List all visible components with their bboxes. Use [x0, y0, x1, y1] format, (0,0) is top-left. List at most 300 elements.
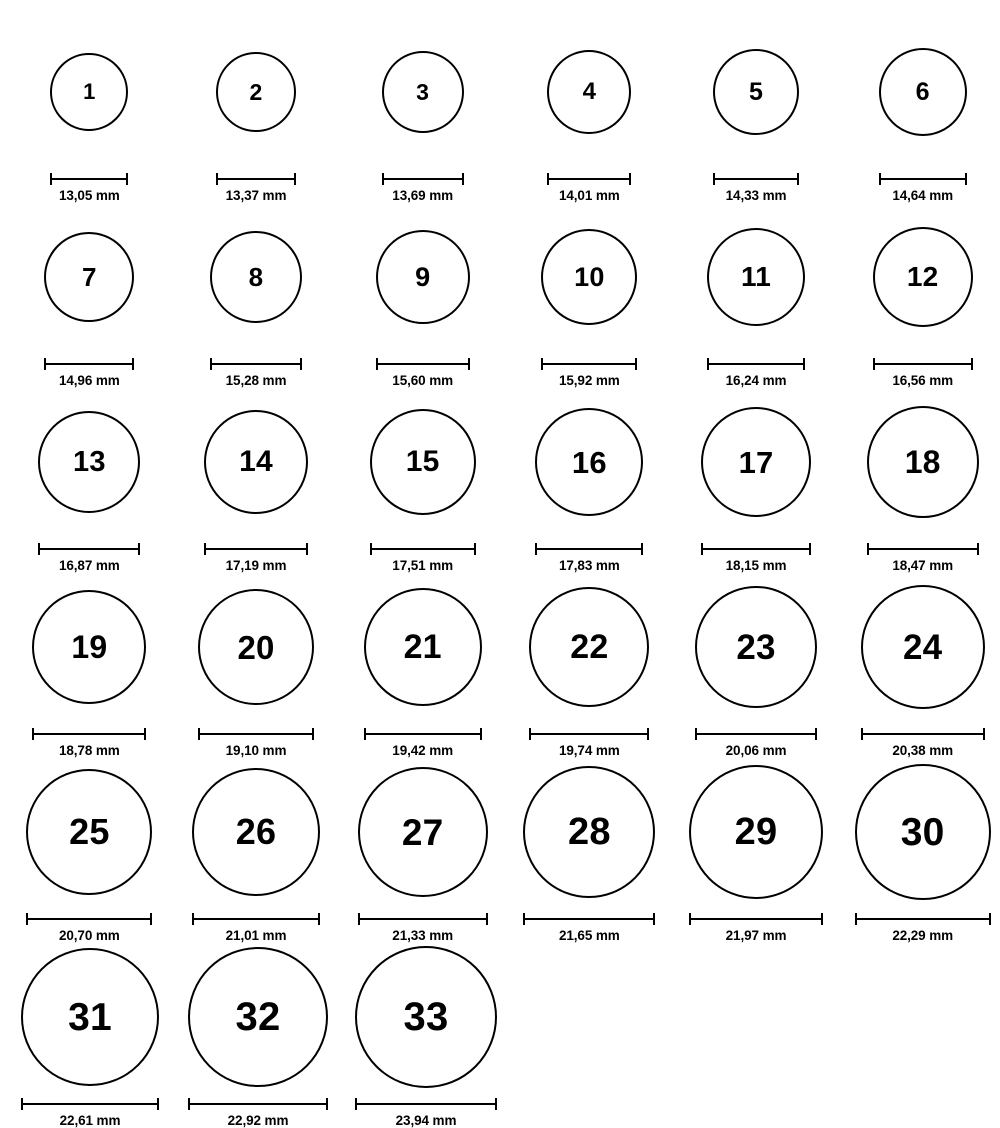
measure-line — [713, 178, 799, 180]
measure-cap-right — [495, 1098, 497, 1110]
ring-size-number: 25 — [69, 811, 110, 852]
measure-line — [541, 363, 637, 365]
ring-size-cell — [845, 18, 1000, 203]
ring-circle — [192, 768, 320, 896]
diameter-label: 17,19 mm — [225, 558, 287, 573]
measure-line — [204, 548, 308, 550]
diameter-label: 19,42 mm — [392, 743, 454, 758]
ring-circle — [867, 406, 979, 518]
diameter-label: 21,33 mm — [392, 928, 454, 943]
ring-size-cell — [512, 573, 667, 758]
measure-cap-left — [210, 358, 212, 370]
diameter-label: 20,06 mm — [725, 743, 787, 758]
measure-line — [873, 363, 973, 365]
measure-cap-left — [873, 358, 875, 370]
measure-line — [523, 918, 655, 920]
measure-line — [855, 918, 991, 920]
measure-cap-right — [150, 913, 152, 925]
measure-line — [370, 548, 476, 550]
ring-size-number: 30 — [900, 810, 945, 854]
diameter-label: 13,69 mm — [392, 188, 454, 203]
measure-line — [547, 178, 631, 180]
measure-cap-right — [144, 728, 146, 740]
measure-cap-right — [157, 1098, 159, 1110]
ring-size-cell — [12, 758, 167, 943]
ring-size-cell — [512, 388, 667, 573]
ring-circle — [879, 48, 967, 136]
ring-circle — [364, 588, 482, 706]
ring-circle-container — [535, 388, 643, 536]
ring-size-row — [0, 758, 1000, 943]
ring-circle — [355, 946, 497, 1088]
ring-circle-container — [204, 388, 308, 536]
ring-size-cell — [179, 758, 334, 943]
ring-circle — [529, 587, 649, 707]
measure-cap-left — [26, 913, 28, 925]
diameter-label: 20,70 mm — [58, 928, 120, 943]
measure-cap-right — [300, 358, 302, 370]
ring-circle-container — [216, 18, 296, 166]
diameter-label: 23,94 mm — [395, 1113, 457, 1128]
measure-cap-left — [44, 358, 46, 370]
ring-circle-container — [44, 203, 134, 351]
ring-circle-container — [867, 388, 979, 536]
measure-cap-left — [713, 173, 715, 185]
measure-cap-left — [198, 728, 200, 740]
ring-size-cell — [179, 573, 334, 758]
ring-circle — [523, 766, 655, 898]
ring-size-cell — [12, 203, 167, 388]
ring-size-number: 22 — [570, 628, 609, 666]
diameter-measure-bar — [861, 728, 985, 738]
measure-cap-left — [529, 728, 531, 740]
diameter-label: 21,97 mm — [725, 928, 787, 943]
measure-line — [707, 363, 805, 365]
measure-cap-right — [977, 543, 979, 555]
ring-circle-container — [523, 758, 655, 906]
ring-circle — [547, 50, 631, 134]
ring-size-number: 2 — [249, 78, 263, 105]
measure-line — [44, 363, 134, 365]
ring-circle-container — [713, 18, 799, 166]
ring-size-cell — [679, 573, 834, 758]
ring-size-number: 23 — [736, 627, 776, 667]
diameter-measure-bar — [188, 1098, 328, 1108]
measure-cap-right — [132, 358, 134, 370]
ring-circle — [210, 231, 302, 323]
measure-cap-left — [695, 728, 697, 740]
ring-circle — [713, 49, 799, 135]
measure-line — [861, 733, 985, 735]
measure-cap-right — [294, 173, 296, 185]
measure-cap-right — [821, 913, 823, 925]
measure-cap-left — [50, 173, 52, 185]
diameter-label: 14,96 mm — [58, 373, 120, 388]
measure-cap-left — [376, 358, 378, 370]
measure-cap-right — [318, 913, 320, 925]
measure-cap-right — [803, 358, 805, 370]
diameter-measure-bar — [198, 728, 314, 738]
ring-size-cell — [345, 573, 500, 758]
diameter-measure-bar — [547, 173, 631, 183]
measure-line — [32, 733, 146, 735]
diameter-measure-bar — [26, 913, 152, 923]
ring-size-number: 7 — [81, 262, 97, 292]
measure-cap-left — [861, 728, 863, 740]
diameter-measure-bar — [695, 728, 817, 738]
ring-size-number: 31 — [68, 995, 112, 1039]
ring-size-number: 10 — [574, 261, 605, 292]
measure-cap-right — [126, 173, 128, 185]
diameter-label: 16,24 mm — [725, 373, 787, 388]
diameter-measure-bar — [204, 543, 308, 553]
ring-size-number: 20 — [237, 628, 275, 666]
diameter-label: 15,28 mm — [225, 373, 287, 388]
measure-cap-left — [21, 1098, 23, 1110]
measure-line — [355, 1103, 497, 1105]
ring-circle-container — [32, 573, 146, 721]
ring-size-cell — [845, 388, 1000, 573]
ring-circle-container — [210, 203, 302, 351]
diameter-measure-bar — [382, 173, 464, 183]
measure-cap-left — [216, 173, 218, 185]
ring-size-cell — [12, 18, 167, 203]
diameter-measure-bar — [192, 913, 320, 923]
diameter-measure-bar — [713, 173, 799, 183]
ring-circle-container — [861, 573, 985, 721]
ring-circle — [38, 411, 140, 513]
ring-size-cell — [12, 573, 167, 758]
ring-circle-container — [192, 758, 320, 906]
ring-size-cell — [345, 388, 500, 573]
measure-cap-right — [468, 358, 470, 370]
measure-cap-left — [355, 1098, 357, 1110]
ring-size-number: 9 — [415, 261, 431, 292]
measure-cap-left — [382, 173, 384, 185]
ring-size-cell — [512, 203, 667, 388]
ring-circle — [707, 228, 805, 326]
measure-line — [529, 733, 649, 735]
diameter-label: 21,65 mm — [558, 928, 620, 943]
diameter-label: 22,61 mm — [59, 1113, 121, 1128]
ring-size-number: 29 — [734, 811, 778, 853]
ring-circle — [376, 230, 470, 324]
ring-size-number: 27 — [401, 811, 444, 853]
measure-line — [376, 363, 470, 365]
measure-line — [358, 918, 488, 920]
ring-circle — [370, 409, 476, 515]
diameter-measure-bar — [855, 913, 991, 923]
ring-circle-container — [529, 573, 649, 721]
ring-size-row — [0, 388, 1000, 573]
ring-size-row — [0, 18, 1000, 203]
measure-cap-left — [689, 913, 691, 925]
measure-cap-left — [204, 543, 206, 555]
ring-size-cell — [179, 203, 334, 388]
measure-cap-right — [486, 913, 488, 925]
ring-size-number: 21 — [403, 628, 442, 666]
ring-size-cell — [679, 203, 834, 388]
ring-circle — [44, 232, 134, 322]
ring-circle-container — [707, 203, 805, 351]
measure-cap-left — [707, 358, 709, 370]
ring-circle-container — [547, 18, 631, 166]
diameter-measure-bar — [689, 913, 823, 923]
diameter-measure-bar — [370, 543, 476, 553]
ring-size-number: 13 — [72, 445, 106, 478]
measure-line — [192, 918, 320, 920]
measure-cap-right — [474, 543, 476, 555]
diameter-measure-bar — [364, 728, 482, 738]
diameter-measure-bar — [873, 358, 973, 368]
ring-circle — [541, 229, 637, 325]
ring-circle — [21, 948, 159, 1086]
measure-cap-left — [535, 543, 537, 555]
ring-circle — [861, 585, 985, 709]
diameter-label: 14,01 mm — [558, 188, 620, 203]
diameter-label: 13,05 mm — [58, 188, 120, 203]
ring-size-cell — [345, 203, 500, 388]
diameter-measure-bar — [38, 543, 140, 553]
diameter-measure-bar — [50, 173, 128, 183]
diameter-label: 19,74 mm — [558, 743, 620, 758]
diameter-label: 17,51 mm — [392, 558, 454, 573]
ring-circle-container — [382, 18, 464, 166]
diameter-measure-bar — [355, 1098, 497, 1108]
ring-circle — [198, 589, 314, 705]
ring-size-cell — [348, 943, 504, 1128]
ring-circle — [689, 765, 823, 899]
diameter-measure-bar — [541, 358, 637, 368]
measure-cap-left — [541, 358, 543, 370]
ring-circle-container — [198, 573, 314, 721]
ring-size-row — [0, 573, 1000, 758]
measure-line — [695, 733, 817, 735]
diameter-measure-bar — [701, 543, 811, 553]
measure-cap-right — [983, 728, 985, 740]
ring-size-cell — [679, 758, 834, 943]
ring-circle-container — [370, 388, 476, 536]
diameter-measure-bar — [529, 728, 649, 738]
ring-circle-container — [701, 388, 811, 536]
diameter-label: 18,15 mm — [725, 558, 787, 573]
measure-cap-left — [364, 728, 366, 740]
measure-line — [198, 733, 314, 735]
ring-size-number: 3 — [416, 78, 430, 105]
measure-cap-right — [462, 173, 464, 185]
measure-line — [38, 548, 140, 550]
ring-size-number: 28 — [568, 811, 611, 853]
ring-circle — [204, 410, 308, 514]
diameter-measure-bar — [879, 173, 967, 183]
ring-circle-container — [364, 573, 482, 721]
ring-circle-container — [879, 18, 967, 166]
ring-size-number: 11 — [741, 261, 772, 292]
diameter-measure-bar — [867, 543, 979, 553]
ring-circle-container — [376, 203, 470, 351]
measure-cap-right — [480, 728, 482, 740]
measure-line — [382, 178, 464, 180]
measure-cap-left — [192, 913, 194, 925]
diameter-measure-bar — [21, 1098, 159, 1108]
ring-circle — [26, 769, 152, 895]
ring-circle-container — [21, 943, 159, 1091]
measure-cap-right — [965, 173, 967, 185]
measure-line — [879, 178, 967, 180]
ring-circle — [701, 407, 811, 517]
measure-cap-left — [188, 1098, 190, 1110]
ring-size-number: 12 — [906, 261, 939, 292]
ring-size-cell — [679, 388, 834, 573]
measure-line — [21, 1103, 159, 1105]
ring-size-number: 14 — [239, 445, 273, 478]
ring-circle-container — [695, 573, 817, 721]
ring-size-cell — [180, 943, 336, 1128]
diameter-measure-bar — [376, 358, 470, 368]
ring-size-number: 5 — [748, 77, 764, 106]
measure-cap-left — [867, 543, 869, 555]
diameter-label: 14,33 mm — [725, 188, 787, 203]
ring-size-number: 33 — [403, 995, 449, 1039]
ring-size-number: 16 — [571, 444, 607, 480]
measure-cap-right — [306, 543, 308, 555]
diameter-measure-bar — [358, 913, 488, 923]
ring-size-number: 32 — [235, 995, 281, 1039]
measure-cap-right — [971, 358, 973, 370]
ring-size-number: 19 — [71, 629, 108, 665]
ring-circle — [216, 52, 296, 132]
diameter-label: 14,64 mm — [892, 188, 954, 203]
diameter-label: 16,87 mm — [58, 558, 120, 573]
ring-circle-container — [38, 388, 140, 536]
measure-cap-right — [797, 173, 799, 185]
ring-circle — [50, 53, 128, 131]
measure-line — [26, 918, 152, 920]
ring-circle-container — [355, 943, 497, 1091]
ring-circle-container — [50, 18, 128, 166]
diameter-label: 22,29 mm — [892, 928, 954, 943]
measure-cap-right — [138, 543, 140, 555]
ring-size-cell — [512, 758, 667, 943]
measure-cap-left — [38, 543, 40, 555]
diameter-label: 19,10 mm — [225, 743, 287, 758]
ring-size-number: 26 — [235, 811, 277, 852]
ring-size-cell — [345, 18, 500, 203]
measure-cap-right — [326, 1098, 328, 1110]
measure-cap-left — [523, 913, 525, 925]
ring-size-number: 17 — [738, 444, 774, 480]
ring-circle — [358, 767, 488, 897]
ring-size-number: 1 — [83, 79, 96, 104]
measure-line — [216, 178, 296, 180]
ring-size-cell — [845, 758, 1000, 943]
measure-cap-right — [312, 728, 314, 740]
measure-cap-left — [701, 543, 703, 555]
diameter-label: 16,56 mm — [892, 373, 954, 388]
measure-cap-right — [989, 913, 991, 925]
diameter-label: 21,01 mm — [225, 928, 287, 943]
measure-line — [535, 548, 643, 550]
ring-size-number: 8 — [248, 262, 264, 292]
diameter-label: 20,38 mm — [892, 743, 954, 758]
measure-cap-right — [809, 543, 811, 555]
ring-circle-container — [689, 758, 823, 906]
diameter-label: 17,83 mm — [558, 558, 620, 573]
measure-cap-right — [641, 543, 643, 555]
ring-circle — [535, 408, 643, 516]
ring-circle — [188, 947, 328, 1087]
ring-circle-container — [358, 758, 488, 906]
ring-size-number: 18 — [904, 444, 941, 480]
measure-cap-right — [653, 913, 655, 925]
ring-size-cell — [179, 388, 334, 573]
measure-cap-right — [647, 728, 649, 740]
measure-line — [701, 548, 811, 550]
ring-circle — [382, 51, 464, 133]
ring-size-cell — [12, 943, 168, 1128]
ring-size-cell — [345, 758, 500, 943]
ring-circle-container — [873, 203, 973, 351]
diameter-measure-bar — [707, 358, 805, 368]
measure-line — [188, 1103, 328, 1105]
ring-circle-container — [26, 758, 152, 906]
diameter-label: 13,37 mm — [225, 188, 287, 203]
ring-size-cell — [12, 388, 167, 573]
diameter-measure-bar — [535, 543, 643, 553]
measure-line — [50, 178, 128, 180]
measure-cap-right — [815, 728, 817, 740]
measure-cap-right — [635, 358, 637, 370]
measure-line — [364, 733, 482, 735]
measure-line — [867, 548, 979, 550]
diameter-label: 15,60 mm — [392, 373, 454, 388]
ring-size-number: 15 — [405, 445, 440, 478]
diameter-measure-bar — [216, 173, 296, 183]
measure-cap-left — [547, 173, 549, 185]
diameter-measure-bar — [210, 358, 302, 368]
measure-cap-left — [879, 173, 881, 185]
ring-size-cell — [512, 18, 667, 203]
diameter-label: 15,92 mm — [558, 373, 620, 388]
measure-cap-left — [370, 543, 372, 555]
ring-size-number: 24 — [903, 627, 943, 667]
measure-line — [210, 363, 302, 365]
ring-circle — [32, 590, 146, 704]
ring-circle — [873, 227, 973, 327]
ring-circle — [855, 764, 991, 900]
diameter-measure-bar — [523, 913, 655, 923]
ring-size-number: 6 — [915, 77, 930, 106]
measure-cap-right — [629, 173, 631, 185]
ring-size-row — [0, 203, 1000, 388]
measure-line — [689, 918, 823, 920]
measure-cap-left — [855, 913, 857, 925]
diameter-measure-bar — [32, 728, 146, 738]
diameter-label: 18,47 mm — [892, 558, 954, 573]
ring-size-cell — [679, 18, 834, 203]
ring-circle — [695, 586, 817, 708]
ring-circle-container — [855, 758, 991, 906]
diameter-measure-bar — [44, 358, 134, 368]
ring-circle-container — [188, 943, 328, 1091]
ring-size-cell — [845, 203, 1000, 388]
ring-size-cell — [179, 18, 334, 203]
ring-size-number: 4 — [582, 78, 597, 105]
diameter-label: 18,78 mm — [58, 743, 120, 758]
ring-circle-container — [541, 203, 637, 351]
ring-size-cell — [845, 573, 1000, 758]
ring-size-row — [0, 943, 1000, 1128]
